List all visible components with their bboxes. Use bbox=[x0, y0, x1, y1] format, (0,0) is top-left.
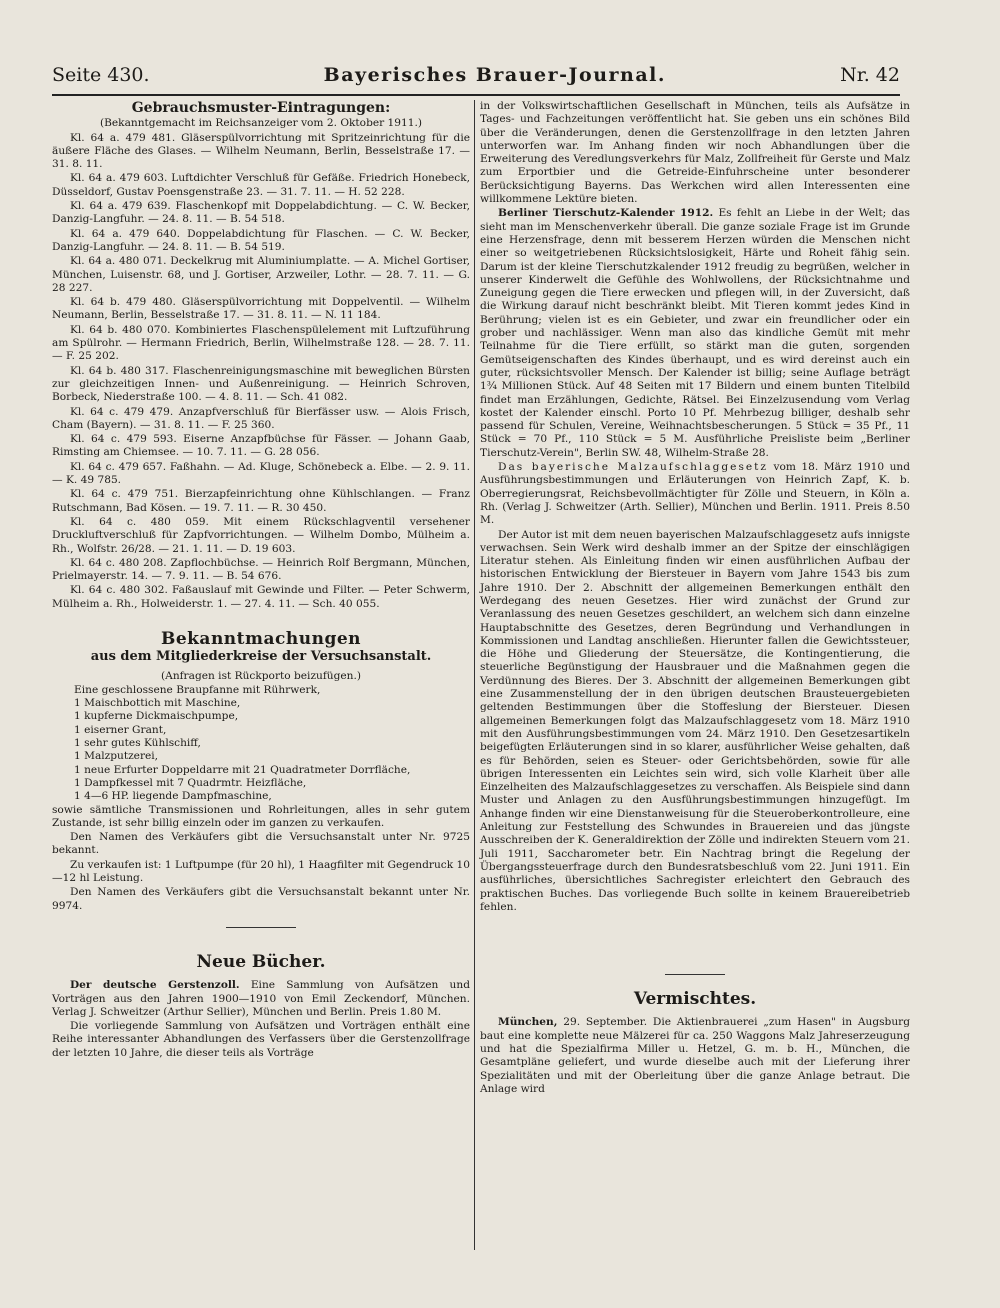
malzaufschlag-details: vom 18. März 1910 und Ausführungsbestimmungen und Erläuterungen von Heinrich Zapf, K. b. Oberregierungsrat, Reichsbevollmächtigter für Zölle und Steuern, in Köln a. Rh. (Verlag J. Schweitzer (Arth. Sellier), München und Berlin. 1911. Preis 8.50 M. bbox=[480, 461, 910, 527]
book-review-text: Die vorliegende Sammlung von Aufsätzen und Vorträgen enthält eine Reihe interessanter Abhandlungen des Verfassers über die Gerstenzollfrage der letzten 10 Jahre, die dieser teils als Vorträge bbox=[52, 1020, 470, 1059]
section-subheading-bekanntmachungen: aus dem Mitgliederkreise der Versuchsanstalt. bbox=[90, 649, 432, 665]
gebrauchsmuster-entry: Kl. 64 a. 479 639. Flaschenkopf mit Doppelabdichtung. — C. W. Becker, Danzig-Langfuhr. — 24. 8. 11. — B. 54 518. bbox=[52, 200, 470, 226]
sale-item: 1 Maischbottich mit Maschine, bbox=[74, 697, 241, 710]
bekanntmachungen-text: sowie sämtliche Transmissionen und Rohrleitungen, alles in sehr gutem Zustande, ist sehr billig einzeln oder im ganzen zu verkaufen. bbox=[52, 803, 470, 829]
tierschutz-title: Berliner Tierschutz-Kalender 1912. bbox=[498, 207, 714, 220]
journal-title: Bayerisches Brauer-Journal. bbox=[323, 64, 666, 86]
bekanntmachungen-text: Zu verkaufen ist: 1 Luftpumpe (für 20 hl), 1 Haagfilter mit Gegendruck 10—12 hl Leistung. bbox=[52, 858, 470, 885]
gebrauchsmuster-entry: Kl. 64 b. 480 070. Kombiniertes Flaschenspülelement mit Luftzuführung am Spülrohr. — Hermann Friedrich, Berlin, Wilhelmstraße 128. — 28. 7. 11. — F. 25 202. bbox=[52, 323, 470, 363]
gebrauchsmuster-entry: Kl. 64 b. 480 317. Flaschenreinigungsmaschine mit beweglichen Bürsten zur gleichzeitigen Innen- und Außenreinigung. — Heinrich Schroven, Borbeck, Niederstraße 100. — 4. 8. 11. — Sch. 41 082. bbox=[52, 364, 470, 404]
gebrauchsmuster-entry: Kl. 64 a. 479 603. Luftdichter Verschluß für Gefäße. Friedrich Honebeck, Düsseldorf, Gustav Poensgenstraße 23. — 31. 7. 11. — H. 52 228. bbox=[52, 172, 470, 198]
vermischtes-place: München, bbox=[498, 1016, 558, 1029]
section-divider bbox=[665, 974, 725, 975]
sale-item: 1 Malzputzerei, bbox=[74, 750, 159, 763]
sale-item: 1 neue Erfurter Doppeldarre mit 21 Quadratmeter Dorrfläche, bbox=[74, 763, 411, 776]
vermischtes-item bbox=[480, 1016, 910, 1096]
section-heading-vermischtes: Vermischtes. bbox=[633, 989, 757, 1010]
book-review bbox=[52, 979, 470, 1019]
malzaufschlag-review bbox=[480, 461, 910, 527]
book-details: Eine Sammlung von Aufsätzen und Vorträgen aus den Jahren 1900—1910 von Emil Zeckendorf, München. Verlag J. Schweitzer (Arthur Sellier), München und Berlin. Preis 1.80 M. bbox=[52, 979, 470, 1018]
sale-item: Eine geschlossene Braupfanne mit Rührwerk, bbox=[74, 683, 321, 696]
gebrauchsmuster-entry: Kl. 64 c. 479 479. Anzapfverschluß für Bierfässer usw. — Alois Frisch, Cham (Bayern). — 31. 8. 11. — F. 25 360. bbox=[52, 405, 470, 431]
bekanntmachungen-text: Den Namen des Verkäufers gibt die Versuchsanstalt unter Nr. 9725 bekannt. bbox=[52, 831, 470, 857]
section-heading-neue-buecher: Neue Bücher. bbox=[196, 951, 326, 972]
sale-item: 1 sehr gutes Kühlschiff, bbox=[74, 737, 201, 750]
gebrauchsmuster-entry: Kl. 64 a. 480 071. Deckelkrug mit Aluminiumplatte. — A. Michel Gortiser, München, Luisenstr. 68, und J. Gortiser, Arzweiler, Lothr. — 28. 7. 11. — G. 28 227. bbox=[52, 255, 470, 294]
sale-item: 1 eiserner Grant, bbox=[74, 723, 167, 736]
column-divider bbox=[474, 100, 475, 1250]
review-continuation: in der Volkswirtschaftlichen Gesellschaft in München, teils als Aufsätze in Tages- und Fachzeitungen veröffentlicht hat. Sie geben uns ein schönes Bild über die Veränderungen, denen die Gerstenzollfrage in den letzten Jahren unterworfen war. Im Anhang finden wir noch Abhandlungen über die Erweiterung des Veredlungsverkehrs für Malz, Zollfreiheit für Gerste und Malz zum Erportbier und die Getreide-Einfuhrscheine unter besonderer Berücksichtigung Bayerns. Das Werkchen wird allen Interessenten eine willkommene Lektüre bieten. bbox=[480, 100, 910, 206]
sale-item: 1 Dampfkessel mit 7 Quadrmtr. Heizfläche, bbox=[74, 776, 307, 789]
tierschutz-text: Es fehlt an Liebe in der Welt; das sieht man im Menschenverkehr überall. Die ganze soziale Frage ist im Grunde eine Herzensfrage, denn mit besserem Herzen würden die Menschen nicht einer so weitgetriebenen Rücksichtslosigkeit, Härte und Roheit fähig sein. Darum ist der kleine Tierschutzkalender 1912 freudig zu begrüßen, welcher in unserer Kinderwelt die Gefühle des Wohlwollens, der Rücksichtnahme und Zuneigung gegen die Tiere erwecken und pflegen will, in der Zuversicht, daß die Wirkung darauf nicht beschränkt bleibt. Mit Tieren kommt jedes Kind in Berührung; vielen ist es ein Gebieter, und zwar ein freundlicher oder ein grober und nachlässiger. Wenn man also das kindliche Gemüt mit mehr Teilnahme für die Tiere erfüllt, so stärkt man die guten, sorgenden Gemütseigenschaften des Kindes überhaupt, und es wird dereinst auch ein guter, rücksichtsvoller Mensch. Der Kalender ist billig; seine Auflage beträgt 1¾ Millionen Stück. Auf 48 Seiten mit 17 Bildern und einem bunten Titelbild findet man Erzählungen, Gedichte, Rätsel. Bei Einzelzusendung vom Verlag kostet der Kalender einschl. Porto 10 Pf. Mehrbezug billiger, deshalb sehr passend für Schulen, Vereine, Weihnachtsbescherungen. 5 Stück = 35 Pf., 11 Stück = 70 Pf., 110 Stück = 5 M. Ausführliche Preisliste beim „Berliner Tierschutz-Verein", Berlin SW. 48, Wilhelm-Straße 28. bbox=[480, 207, 910, 459]
section-heading-gebrauchsmuster: Gebrauchsmuster-Eintragungen: bbox=[131, 100, 391, 116]
header-rule bbox=[52, 94, 900, 96]
left-column bbox=[52, 100, 470, 1061]
gebrauchsmuster-entry: Kl. 64 c. 480 059. Mit einem Rückschlagventil versehener Druckluftverschluß für Zapfvorrichtungen. — Wilhelm Dombo, Mülheim a. Rh., Wolfstr. 26/28. — 21. 1. 11. — D. 19 603. bbox=[52, 515, 470, 555]
gebrauchsmuster-entry: Kl. 64 a. 479 481. Gläserspülvorrichtung mit Spritzeinrichtung für die äußere Fläche des Glases. — Wilhelm Neumann, Berlin, Besselstraße 17. — 31. 8. 11. bbox=[52, 131, 470, 171]
bekanntmachungen-note: (Anfragen ist Rückporto beizufügen.) bbox=[161, 669, 361, 682]
malzaufschlag-text: Der Autor ist mit dem neuen bayerischen Malzaufschlaggesetz aufs innigste verwachsen. Sein Werk wird deshalb immer an der Spitze der einschlägigen Literatur stehen. Als Einleitung finden wir einen ausführlichen Aufbau der historischen Entwicklung der Biersteuer in Bayern vom Jahre 1543 bis zum Jahre 1910. Der 2. Abschnitt der allgemeinen Bemerkungen enthält den Werdegang des neuen Gesetzes. Hier wird zunächst der Grund zur Veranlassung des neuen Gesetzes geschildert, an welchem sich dann einzelne Hauptabschnitte des Gesetzes, deren Begründung und Verhandlungen in Kommissionen und Landtag anschließen. Hierunter fallen die Gewichtssteuer, die Höhe und Gliederung der Steuersätze, die Kontingentierung, die steuerliche Begünstigung der Hausbrauer und die Maßnahmen gegen die Verdünnung des Bieres. Der 3. Abschnitt der allgemeinen Bemerkungen gibt eine Zusammenstellung der in den übrigen deutschen Brausteuergebieten geltenden Bestimmungen über die Stoffeslung der Biersteuer. Diesen allgemeinen Bemerkungen folgt das Malzaufschlaggesetz vom 18. März 1910 mit den Ausführungsbestimmungen vom 24. März 1910. Den Gesetzesartikeln beigefügten Erläuterungen sind in so klarer, ausführlicher Weise gehalten, daß es für Behörden, seien es Steuer- oder Gerichtsbehörden, sowie für alle übrigen Interessenten ein Leichtes sein wird, sich volle Klarheit über alle Einzelheiten des Malzaufschlaggesetzes zu verschaffen. Als Beispiele sind dann Muster und Anlagen zu den Ausführungsbestimmungen hinzugefügt. Im Anhange finden wir eine Dienstanweisung für die Steueroberkontrolleure, eine Anleitung zur Feststellung des Schwundes in Brauereien und das jüngste Ausschreiben der K. Generaldirektion der Zölle und indirekten Steuern vom 21. Juli 1911, Saccharometer betr. Ein Nachtrag bringt die Regelung der Übergangssteuerfrage durch den Bundesratsbeschluß vom 22. Juni 1911. Ein ausführliches, übersichtliches Sachregister erleichtert den Gebrauch des praktischen Buches. Das vorliegende Buch sollte in keinem Brauereibetrieb fehlen. bbox=[480, 528, 910, 913]
section-heading-bekanntmachungen: Bekanntmachungen bbox=[160, 628, 362, 649]
gebrauchsmuster-entry: Kl. 64 c. 479 657. Faßhahn. — Ad. Kluge, Schönebeck a. Elbe. — 2. 9. 11. — K. 49 785. bbox=[52, 460, 470, 487]
gebrauchsmuster-entry: Kl. 64 c. 480 302. Faßauslauf mit Gewinde und Filter. — Peter Schwerm, Mülheim a. Rh., Holweiderstr. 1. — 27. 4. 11. — Sch. 40 055. bbox=[52, 584, 470, 610]
page-header bbox=[52, 64, 900, 90]
gebrauchsmuster-entry: Kl. 64 b. 479 480. Gläserspülvorrichtung mit Doppelventil. — Wilhelm Neumann, Berlin, Besselstraße 17. — 31. 8. 11. — N. 11 184. bbox=[52, 296, 470, 322]
gebrauchsmuster-entry: Kl. 64 c. 479 593. Eiserne Anzapfbüchse für Fässer. — Johann Gaab, Rimsting am Chiemsee. — 10. 7. 11. — G. 28 056. bbox=[52, 433, 470, 459]
vermischtes-text: 29. September. Die Aktienbrauerei „zum Hasen" in Augsburg baut eine komplette neue Mälzerei für ca. 250 Waggons Malz Jahreserzeugung und hat die Spezialfirma Miller u. Hetzel, G. m. b. H., München, die Gesamtpläne geliefert, und wurde dieselbe auch mit der Lieferung ihrer Spezialitäten und mit der Oberleitung über die ganze Anlage betraut. Die Anlage wird bbox=[480, 1016, 910, 1095]
gebrauchsmuster-intro: (Bekanntgemacht im Reichsanzeiger vom 2. Oktober 1911.) bbox=[99, 117, 423, 130]
sale-item: 1 4—6 HP. liegende Dampfmaschine, bbox=[74, 790, 272, 803]
tierschutz-review bbox=[480, 207, 910, 460]
gebrauchsmuster-entry: Kl. 64 c. 480 208. Zapflochbüchse. — Heinrich Rolf Bergmann, München, Prielmayerstr. 14. — 7. 9. 11. — B. 54 676. bbox=[52, 556, 470, 583]
bekanntmachungen-text: Den Namen des Verkäufers gibt die Versuchsanstalt bekannt unter Nr. 9974. bbox=[52, 886, 470, 912]
page-number: Seite 430. bbox=[52, 64, 150, 86]
book-title: Der deutsche Gerstenzoll. bbox=[70, 979, 240, 992]
malzaufschlag-title: Das bayerische Malzaufschlaggesetz bbox=[498, 461, 768, 474]
gebrauchsmuster-entry: Kl. 64 a. 479 640. Doppelabdichtung für Flaschen. — C. W. Becker, Danzig-Langfuhr. — 24. 8. 11. — B. 54 519. bbox=[52, 227, 470, 253]
issue-number: Nr. 42 bbox=[840, 64, 900, 86]
sale-item: 1 kupferne Dickmaischpumpe, bbox=[74, 710, 239, 723]
gebrauchsmuster-entry: Kl. 64 c. 479 751. Bierzapfeinrichtung ohne Kühlschlangen. — Franz Rutschmann, Bad Kösen. — 19. 7. 11. — R. 30 450. bbox=[52, 488, 470, 514]
section-divider bbox=[226, 927, 296, 928]
right-column bbox=[480, 100, 910, 1097]
